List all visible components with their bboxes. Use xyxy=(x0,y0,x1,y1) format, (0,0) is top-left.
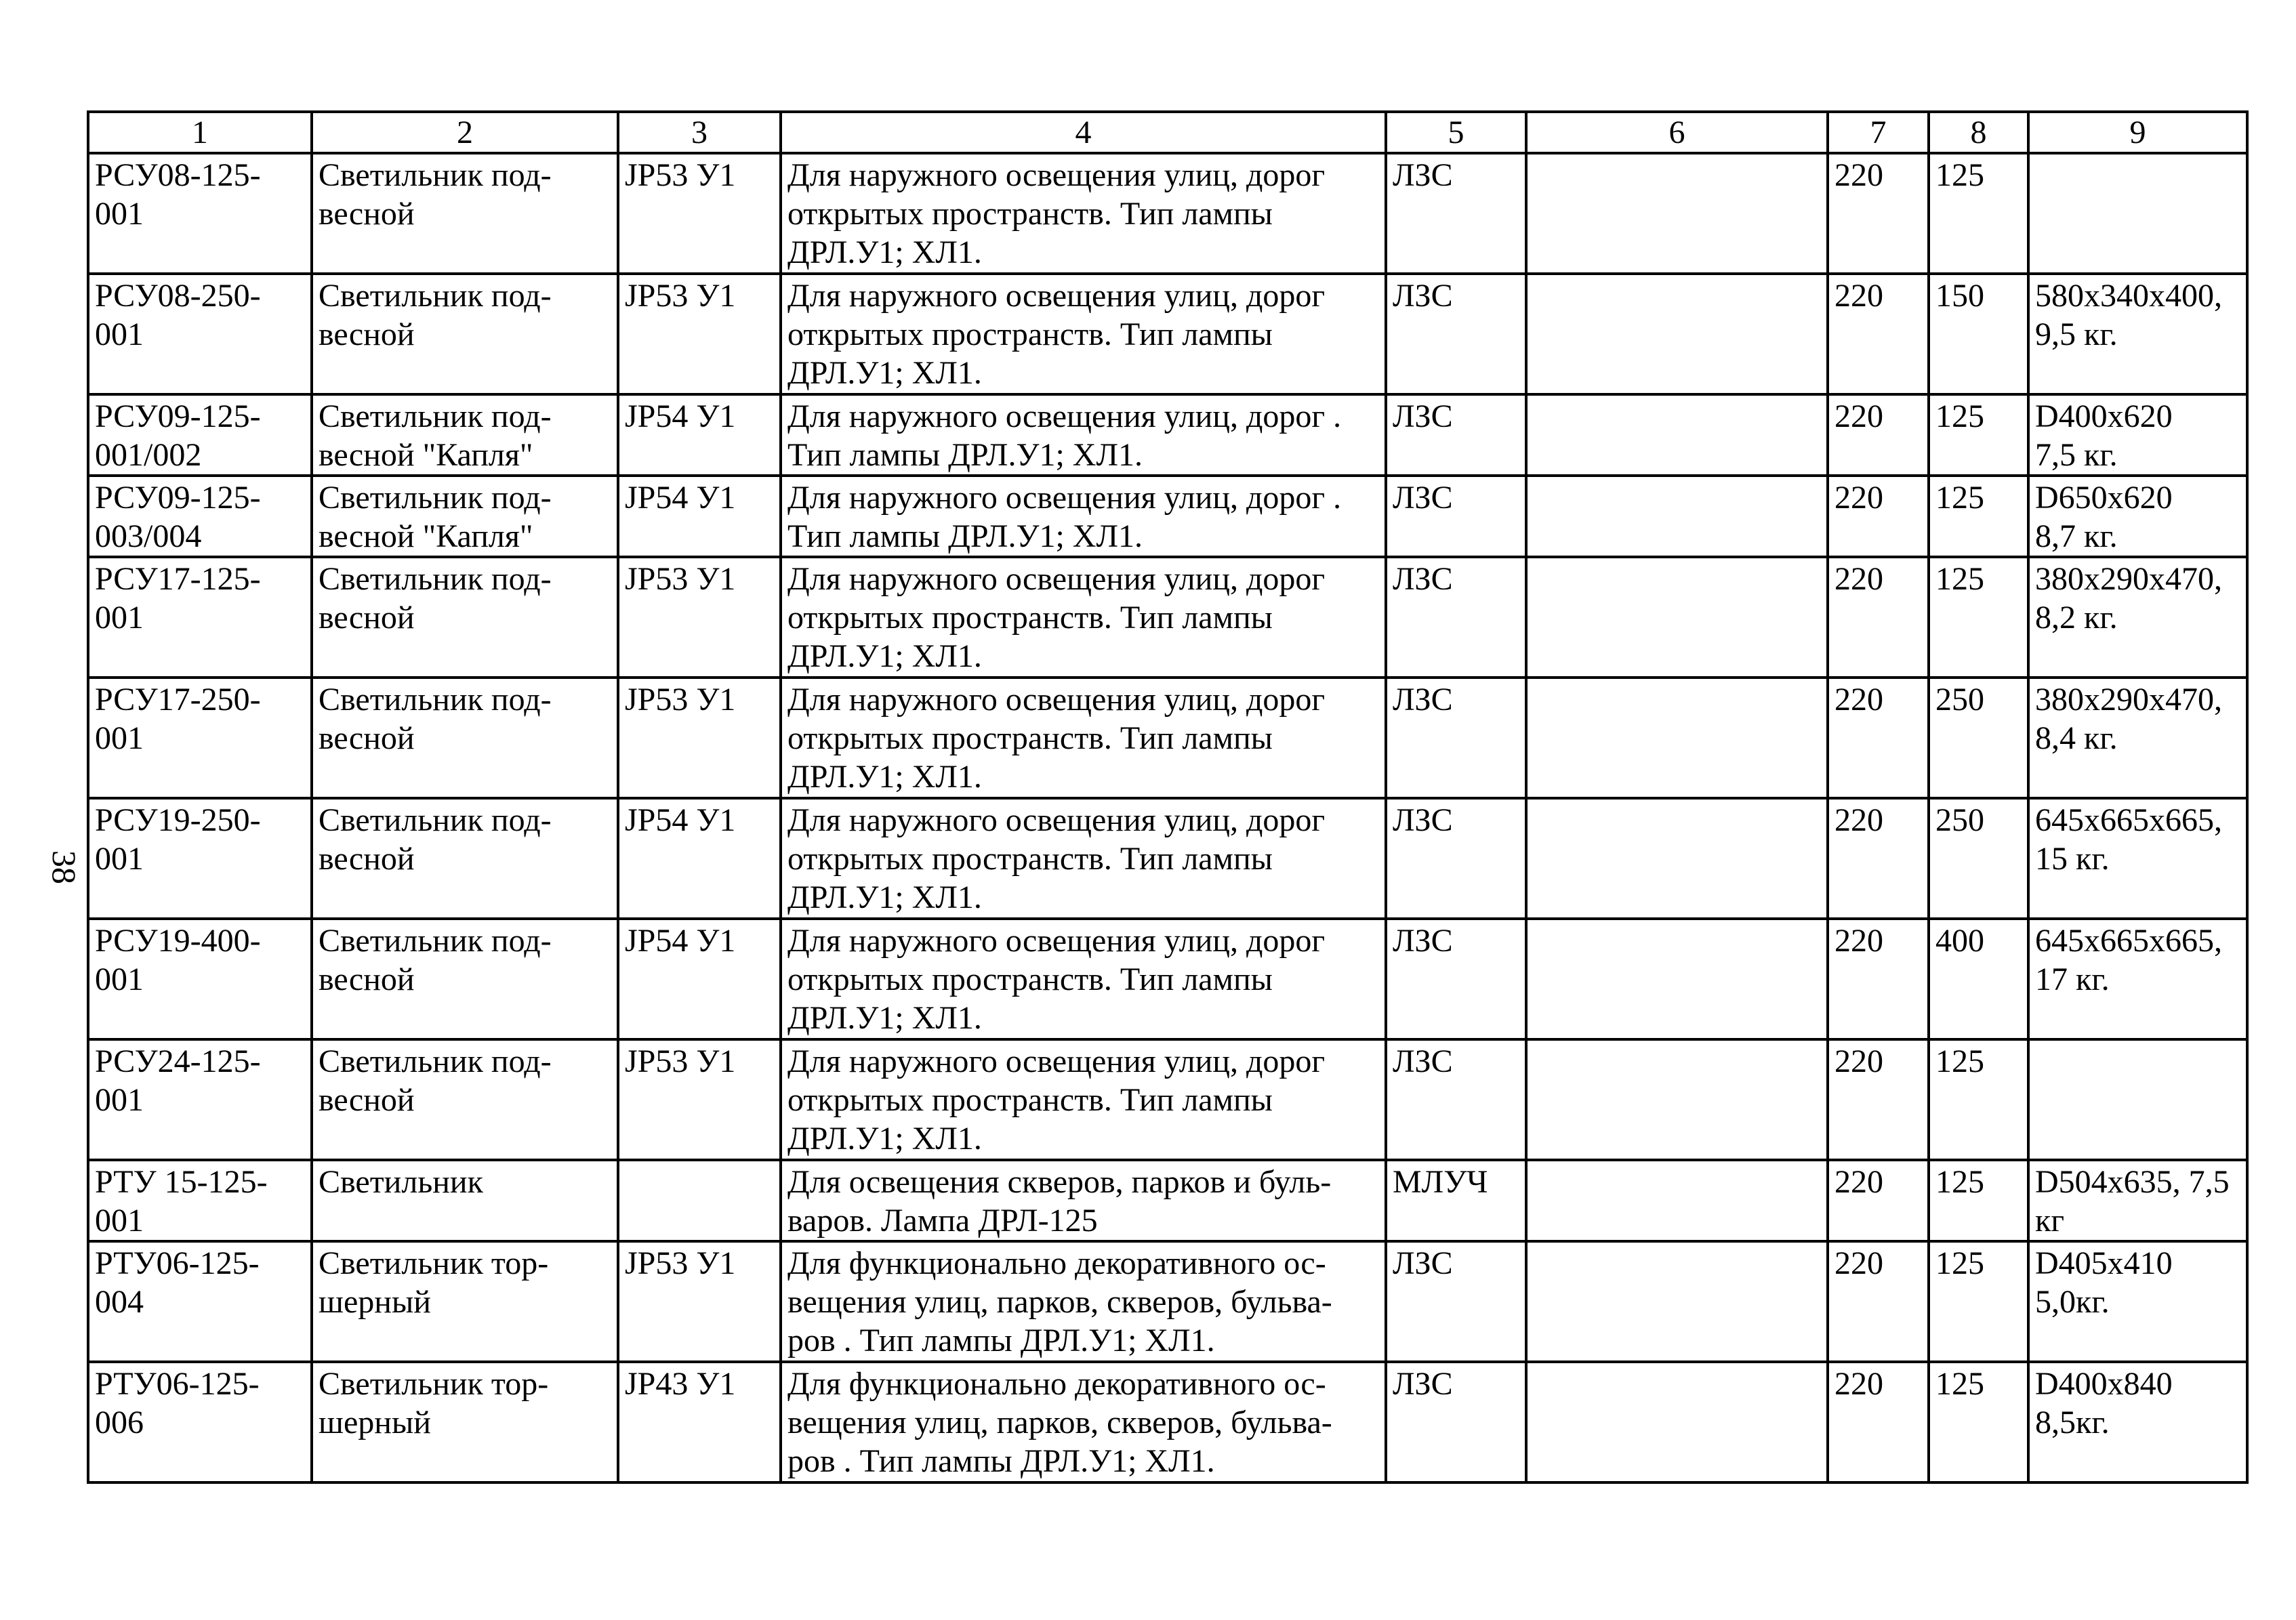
column-number: 4 xyxy=(781,112,1386,153)
description-cell: Для наружного освещения улиц, дорог открытых пространств. Тип лампы ДРЛ.У1; ХЛ1. xyxy=(781,557,1386,678)
column-number: 3 xyxy=(618,112,781,153)
product-code-cell: РСУ08-125- 001 xyxy=(88,153,312,274)
voltage-cell: 220 xyxy=(1828,1160,1929,1241)
column-number: 5 xyxy=(1386,112,1526,153)
product-name-cell: Светильник под- весной "Капля" xyxy=(312,394,618,476)
protection-class-cell: JP53 У1 xyxy=(618,274,781,394)
luminaire-spec-table xyxy=(87,110,2249,1484)
protection-class-cell: JP54 У1 xyxy=(618,394,781,476)
column-6-cell xyxy=(1526,1362,1828,1482)
power-cell: 125 xyxy=(1929,1241,2028,1362)
voltage-cell: 220 xyxy=(1828,557,1929,678)
table-row xyxy=(88,798,2247,919)
dimensions-weight-cell xyxy=(2028,153,2247,274)
description-cell: Для наружного освещения улиц, дорог открытых пространств. Тип лампы ДРЛ.У1; ХЛ1. xyxy=(781,153,1386,274)
column-number: 8 xyxy=(1929,112,2028,153)
product-name-cell: Светильник под- весной xyxy=(312,153,618,274)
column-6-cell xyxy=(1526,153,1828,274)
column-6-cell xyxy=(1526,476,1828,557)
table-row xyxy=(88,919,2247,1039)
voltage-cell: 220 xyxy=(1828,476,1929,557)
description-cell: Для наружного освещения улиц, дорог открытых пространств. Тип лампы ДРЛ.У1; ХЛ1. xyxy=(781,274,1386,394)
product-code-cell: РТУ06-125- 006 xyxy=(88,1362,312,1482)
power-cell: 125 xyxy=(1929,153,2028,274)
dimensions-weight-cell: D405x410 5,0кг. xyxy=(2028,1241,2247,1362)
column-6-cell xyxy=(1526,394,1828,476)
manufacturer-cell: ЛЗС xyxy=(1386,394,1526,476)
description-cell: Для наружного освещения улиц, дорог открытых пространств. Тип лампы ДРЛ.У1; ХЛ1. xyxy=(781,798,1386,919)
product-code-cell: РТУ 15-125- 001 xyxy=(88,1160,312,1241)
power-cell: 125 xyxy=(1929,557,2028,678)
product-name-cell: Светильник тор- шерный xyxy=(312,1241,618,1362)
protection-class-cell: JP53 У1 xyxy=(618,1039,781,1160)
table-row xyxy=(88,557,2247,678)
table-row xyxy=(88,274,2247,394)
dimensions-weight-cell: D400x840 8,5кг. xyxy=(2028,1362,2247,1482)
voltage-cell: 220 xyxy=(1828,153,1929,274)
description-cell: Для наружного освещения улиц, дорог . Тип лампы ДРЛ.У1; ХЛ1. xyxy=(781,476,1386,557)
product-code-cell: РСУ09-125- 001/002 xyxy=(88,394,312,476)
product-name-cell: Светильник под- весной xyxy=(312,678,618,798)
manufacturer-cell: ЛЗС xyxy=(1386,557,1526,678)
column-6-cell xyxy=(1526,274,1828,394)
column-number-row xyxy=(88,112,2247,153)
voltage-cell: 220 xyxy=(1828,798,1929,919)
protection-class-cell: JP53 У1 xyxy=(618,678,781,798)
manufacturer-cell: ЛЗС xyxy=(1386,476,1526,557)
voltage-cell: 220 xyxy=(1828,919,1929,1039)
description-cell: Для функционально декоративного ос- вещения улиц, парков, скверов, бульва- ров . Тип лампы ДРЛ.У1; ХЛ1. xyxy=(781,1241,1386,1362)
voltage-cell: 220 xyxy=(1828,274,1929,394)
table-row xyxy=(88,678,2247,798)
protection-class-cell: JP54 У1 xyxy=(618,919,781,1039)
column-number: 9 xyxy=(2028,112,2247,153)
voltage-cell: 220 xyxy=(1828,1362,1929,1482)
manufacturer-cell: ЛЗС xyxy=(1386,1039,1526,1160)
dimensions-weight-cell xyxy=(2028,1039,2247,1160)
description-cell: Для освещения скверов, парков и буль- варов. Лампа ДРЛ-125 xyxy=(781,1160,1386,1241)
protection-class-cell: JP53 У1 xyxy=(618,153,781,274)
power-cell: 250 xyxy=(1929,798,2028,919)
table-row xyxy=(88,153,2247,274)
column-6-cell xyxy=(1526,678,1828,798)
column-6-cell xyxy=(1526,1039,1828,1160)
manufacturer-cell: ЛЗС xyxy=(1386,919,1526,1039)
product-code-cell: РСУ24-125- 001 xyxy=(88,1039,312,1160)
protection-class-cell: JP54 У1 xyxy=(618,476,781,557)
table-row xyxy=(88,1241,2247,1362)
table-row xyxy=(88,1362,2247,1482)
manufacturer-cell: ЛЗС xyxy=(1386,1362,1526,1482)
voltage-cell: 220 xyxy=(1828,1039,1929,1160)
description-cell: Для наружного освещения улиц, дорог открытых пространств. Тип лампы ДРЛ.У1; ХЛ1. xyxy=(781,1039,1386,1160)
dimensions-weight-cell: 380x290x470, 8,2 кг. xyxy=(2028,557,2247,678)
column-6-cell xyxy=(1526,1160,1828,1241)
product-code-cell: РСУ08-250- 001 xyxy=(88,274,312,394)
product-code-cell: РТУ06-125- 004 xyxy=(88,1241,312,1362)
product-name-cell: Светильник под- весной xyxy=(312,798,618,919)
table-row xyxy=(88,476,2247,557)
column-number: 7 xyxy=(1828,112,1929,153)
table-row xyxy=(88,394,2247,476)
protection-class-cell: JP53 У1 xyxy=(618,557,781,678)
table-body xyxy=(88,153,2247,1482)
description-cell: Для функционально декоративного ос- вещения улиц, парков, скверов, бульва- ров . Тип лампы ДРЛ.У1; ХЛ1. xyxy=(781,1362,1386,1482)
protection-class-cell: JP54 У1 xyxy=(618,798,781,919)
product-name-cell: Светильник под- весной xyxy=(312,557,618,678)
voltage-cell: 220 xyxy=(1828,678,1929,798)
column-number: 1 xyxy=(88,112,312,153)
dimensions-weight-cell: 380x290x470, 8,4 кг. xyxy=(2028,678,2247,798)
manufacturer-cell: ЛЗС xyxy=(1386,274,1526,394)
voltage-cell: 220 xyxy=(1828,394,1929,476)
power-cell: 125 xyxy=(1929,1362,2028,1482)
power-cell: 125 xyxy=(1929,394,2028,476)
product-name-cell: Светильник под- весной xyxy=(312,1039,618,1160)
manufacturer-cell: ЛЗС xyxy=(1386,678,1526,798)
column-6-cell xyxy=(1526,1241,1828,1362)
description-cell: Для наружного освещения улиц, дорог открытых пространств. Тип лампы ДРЛ.У1; ХЛ1. xyxy=(781,919,1386,1039)
manufacturer-cell: ЛЗС xyxy=(1386,1241,1526,1362)
column-number: 6 xyxy=(1526,112,1828,153)
protection-class-cell: JP53 У1 xyxy=(618,1241,781,1362)
product-code-cell: РСУ19-250- 001 xyxy=(88,798,312,919)
product-code-cell: РСУ19-400- 001 xyxy=(88,919,312,1039)
description-cell: Для наружного освещения улиц, дорог . Тип лампы ДРЛ.У1; ХЛ1. xyxy=(781,394,1386,476)
product-name-cell: Светильник под- весной xyxy=(312,274,618,394)
column-6-cell xyxy=(1526,557,1828,678)
dimensions-weight-cell: D650x620 8,7 кг. xyxy=(2028,476,2247,557)
dimensions-weight-cell: D400x620 7,5 кг. xyxy=(2028,394,2247,476)
column-number: 2 xyxy=(312,112,618,153)
power-cell: 125 xyxy=(1929,1039,2028,1160)
protection-class-cell: JP43 У1 xyxy=(618,1362,781,1482)
manufacturer-cell: ЛЗС xyxy=(1386,153,1526,274)
power-cell: 400 xyxy=(1929,919,2028,1039)
column-6-cell xyxy=(1526,798,1828,919)
voltage-cell: 220 xyxy=(1828,1241,1929,1362)
power-cell: 125 xyxy=(1929,476,2028,557)
page-number: 38 xyxy=(45,850,83,884)
dimensions-weight-cell: 645x665x665, 17 кг. xyxy=(2028,919,2247,1039)
product-name-cell: Светильник тор- шерный xyxy=(312,1362,618,1482)
dimensions-weight-cell: D504x635, 7,5 кг xyxy=(2028,1160,2247,1241)
dimensions-weight-cell: 580x340x400, 9,5 кг. xyxy=(2028,274,2247,394)
power-cell: 125 xyxy=(1929,1160,2028,1241)
description-cell: Для наружного освещения улиц, дорог открытых пространств. Тип лампы ДРЛ.У1; ХЛ1. xyxy=(781,678,1386,798)
product-name-cell: Светильник под- весной xyxy=(312,919,618,1039)
product-name-cell: Светильник под- весной "Капля" xyxy=(312,476,618,557)
power-cell: 250 xyxy=(1929,678,2028,798)
manufacturer-cell: МЛУЧ xyxy=(1386,1160,1526,1241)
protection-class-cell xyxy=(618,1160,781,1241)
table-row xyxy=(88,1160,2247,1241)
product-code-cell: РСУ09-125- 003/004 xyxy=(88,476,312,557)
power-cell: 150 xyxy=(1929,274,2028,394)
product-name-cell: Светильник xyxy=(312,1160,618,1241)
product-code-cell: РСУ17-250- 001 xyxy=(88,678,312,798)
column-6-cell xyxy=(1526,919,1828,1039)
product-code-cell: РСУ17-125- 001 xyxy=(88,557,312,678)
dimensions-weight-cell: 645x665x665, 15 кг. xyxy=(2028,798,2247,919)
table-row xyxy=(88,1039,2247,1160)
manufacturer-cell: ЛЗС xyxy=(1386,798,1526,919)
